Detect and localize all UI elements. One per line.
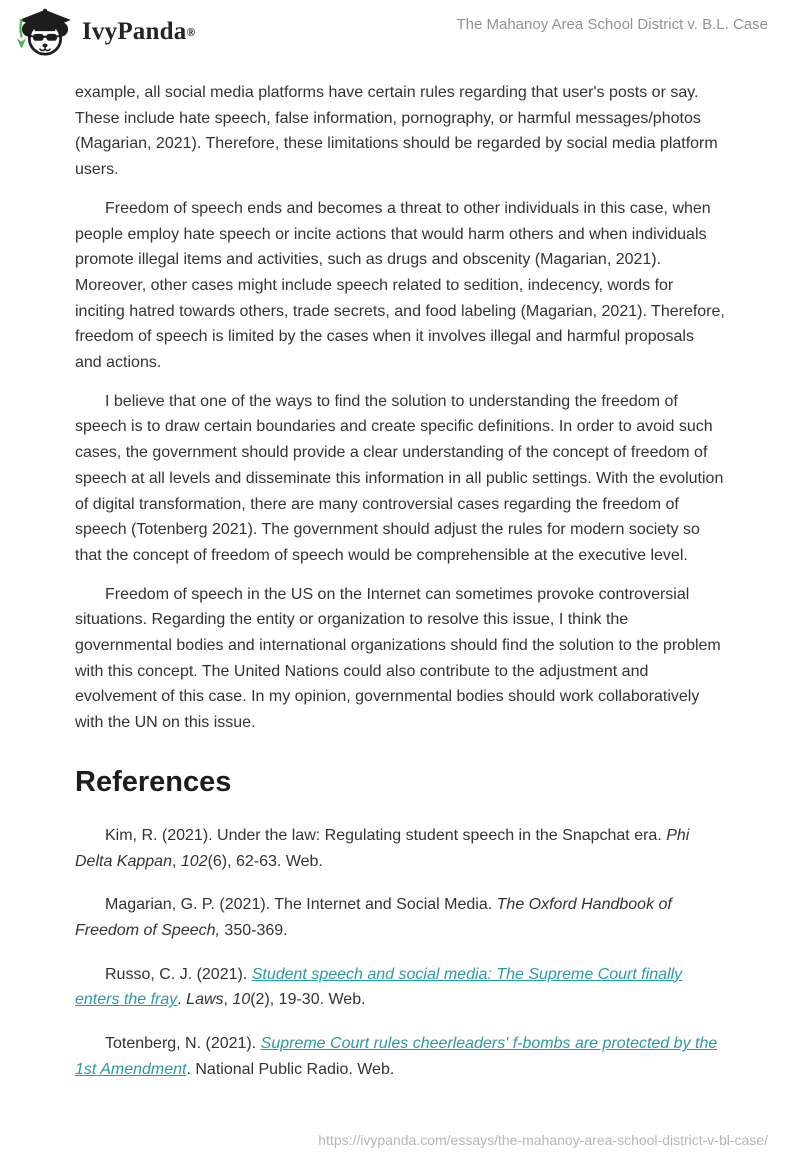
source-url: https://ivypanda.com/essays/the-mahanoy-area-school-district-v-bl-case/	[318, 1132, 768, 1148]
reference-text: Kim, R. (2021). Under the law: Regulating student speech in the Snapchat era.	[105, 826, 667, 844]
reference-italic-text: The Oxford Handbook of Freedom of Speech,	[75, 896, 672, 939]
reference-text: Russo, C. J. (2021).	[105, 965, 252, 983]
reference-link[interactable]: Student speech and social media: The Supreme Court finally enters the fray	[75, 965, 683, 1009]
reference-entry	[75, 1031, 725, 1082]
essay-paragraph: example, all social media platforms have certain rules regarding that user's posts or say. These include hate speech, false information, pornography, or harmful messages/photos (Magarian, 2021). Therefore, these limitations should be regarded by social media platform users.	[75, 84, 718, 179]
reference-entry	[75, 892, 725, 943]
reference-entry	[75, 962, 725, 1013]
essay-paragraph: I believe that one of the ways to find the solution to understanding the freedom of speech is to draw certain boundaries and create specific definitions. In order to avoid such cases, the government should provide a clear understanding of the concept of freedom of speech at all levels and disseminate this information in all public settings. With the evolution of digital transformation, there are many controversial cases regarding the freedom of speech (Totenberg 2021). The government should adjust the rules for modern society so that the concept of freedom of speech would be comprehensible at the executive level.	[75, 392, 724, 564]
page-footer	[318, 1132, 768, 1148]
reference-text: . National Public Radio. Web.	[186, 1060, 395, 1078]
reference-text: .	[177, 991, 187, 1009]
essay-content	[75, 80, 725, 1083]
reference-text: ,	[223, 991, 233, 1009]
brand-name: IvyPanda	[82, 18, 187, 45]
reference-italic-text: Phi Delta Kappan	[75, 826, 690, 870]
reference-italic-text: 102	[180, 852, 208, 870]
reference-text: 350-369.	[219, 921, 288, 939]
reference-text: Totenberg, N. (2021).	[105, 1035, 261, 1053]
reference-text: Magarian, G. P. (2021). The Internet and Social Media.	[105, 896, 497, 914]
references-heading: References	[75, 765, 232, 798]
essay-paragraph: Freedom of speech ends and becomes a threat to other individuals in this case, when people employ hate speech or incite actions that would harm others and when individuals promote illegal items and activities, such as drugs and obscenity (Magarian, 2021). Moreover, other cases might include speech related to sedition, indecency, words for inciting hatred towards others, trade secrets, and food labeling (Magarian, 2021). Therefore, freedom of speech is limited by the cases when it involves illegal and harmful proposals and actions.	[75, 199, 725, 372]
reference-italic-text: 10	[232, 991, 251, 1009]
brand: IvyPanda ®	[14, 8, 195, 56]
reference-italic-text: Laws	[186, 991, 224, 1009]
reference-text: ,	[171, 852, 181, 870]
reference-text: (6), 62-63. Web.	[207, 852, 323, 870]
ivypanda-panda-logo-icon	[14, 8, 76, 56]
reference-link[interactable]: Supreme Court rules cheerleaders' f-bombs are protected by the 1st Amendment	[75, 1035, 718, 1078]
document-title: The Mahanoy Area School District v. B.L. Case	[456, 16, 768, 33]
essay-paragraph: Freedom of speech in the US on the Internet can sometimes provoke controversial situations. Regarding the entity or organization to resolve this issue, I think the governmental bodies and international organizations should find the solution to the problem with this concept. The United Nations could also contribute to the adjustment and evolvement of this case. In my opinion, governmental bodies should work collaboratively with the UN on this issue.	[75, 585, 721, 732]
reference-entry	[75, 823, 725, 874]
reference-text: (2), 19-30. Web.	[250, 991, 366, 1009]
page-header	[0, 0, 800, 64]
